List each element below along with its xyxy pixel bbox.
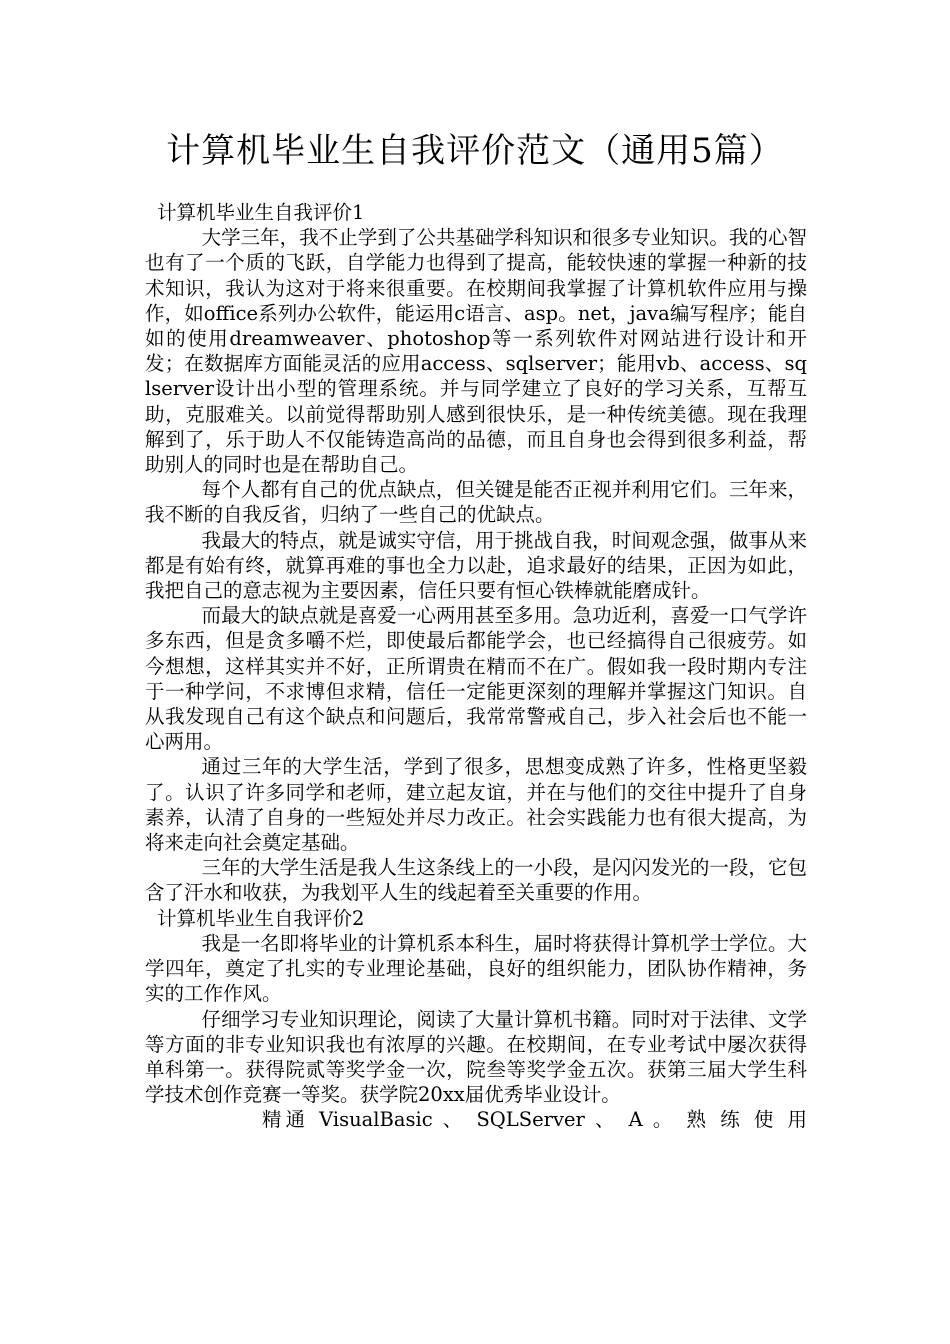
section-heading: 计算机毕业生自我评价1: [157, 201, 365, 224]
paragraph: 三年的大学生活是我人生这条线上的一小段，是闪闪发光的一段，它包含了汗水和收获，为我划平人生的线起着至关重要的作用。: [145, 856, 807, 905]
paragraph: 我是一名即将毕业的计算机系本科生，届时将获得计算机学士学位。大学四年，奠定了扎实的专业理论基础，良好的组织能力，团队协作精神，务实的工作作风。: [145, 931, 807, 1006]
paragraph: 每个人都有自己的优点缺点，但关键是能否正视并利用它们。三年来，我不断的自我反省，归纳了一些自己的优缺点。: [145, 478, 807, 527]
paragraph: 而最大的缺点就是喜爱一心两用甚至多用。急功近利，喜爱一口气学许多东西，但是贪多嚼不烂，即使最后都能学会，也已经搞得自己很疲劳。如今想想，这样其实并不好，正所谓贵在精而不在广。假如我一段时期内专注于一种学问，不求博但求精，信任一定能更深刻的理解并掌握这门知识。自从我发现自己有这个缺点和问题后，我常常警戒自己，步入社会后也不能一心两用。: [145, 604, 807, 754]
paragraph: 精通 VisualBasic 、 SQLServer 、 A 。 熟 练 使 用: [262, 1108, 807, 1132]
paragraph: 仔细学习专业知识理论，阅读了大量计算机书籍。同时对于法律、文学等方面的非专业知识我也有浓厚的兴趣。在校期间，在专业考试中屡次获得单科第一。获得院贰等奖学金一次，院叁等奖学金五次。获第三届大学生科学技术创作竞赛一等奖。获学院20xx届优秀毕业设计。: [145, 1007, 807, 1107]
section-heading: 计算机毕业生自我评价2: [157, 906, 365, 930]
paragraph: 我最大的特点，就是诚实守信，用于挑战自我，时间观念强，做事从来都是有始有终，就算再难的事也全力以赴，追求最好的结果，正因为如此，我把自己的意志视为主要因素，信任只要有恒心铁棒就能磨成针。: [145, 528, 807, 603]
paragraph: 通过三年的大学生活，学到了很多，思想变成熟了许多，性格更坚毅了。认识了许多同学和老师，建立起友谊，并在与他们的交往中提升了自身素养，认清了自身的一些短处并尽力改正。社会实践能力也有很大提高，为将来走向社会奠定基础。: [145, 755, 807, 855]
document-body: [145, 200, 807, 1133]
paragraph: 大学三年，我不止学到了公共基础学科知识和很多专业知识。我的心智也有了一个质的飞跃，自学能力也得到了提高，能较快速的掌握一种新的技术知识，我认为这对于将来很重要。在校期间我掌握了计算机软件应用与操作，如office系列办公软件，能运用c语言、asp。net，java编写程序；能自如的使用dreamweaver、photoshop等一系列软件对网站进行设计和开发；在数据库方面能灵活的应用access、sqlserver；能用vb、access、sqlserver设计出小型的管理系统。并与同学建立了良好的学习关系，互帮互助，克服难关。以前觉得帮助别人感到很快乐，是一种传统美德。现在我理解到了，乐于助人不仅能铸造高尚的品德，而且自身也会得到很多利益，帮助别人的同时也是在帮助自己。: [145, 226, 807, 477]
document-title: 计算机毕业生自我评价范文（通用5篇）: [166, 131, 784, 171]
